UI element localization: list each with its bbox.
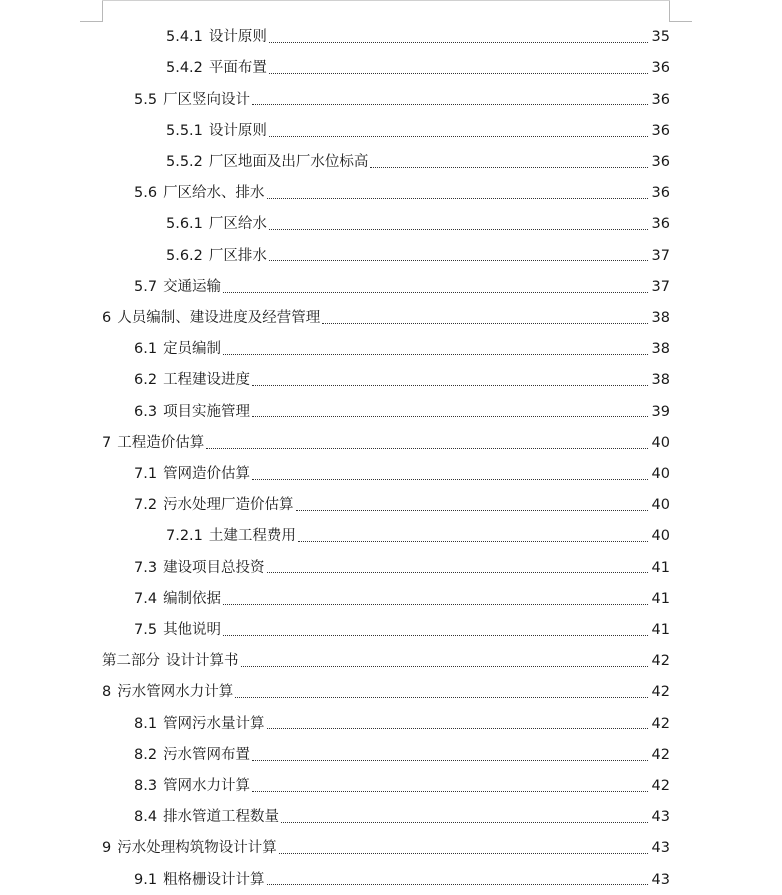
toc-entry-number: 5.6.1 xyxy=(166,216,203,233)
toc-entry-page-number: 40 xyxy=(651,466,670,483)
toc-entry-number: 5.4.1 xyxy=(166,29,203,46)
toc-entry-page-number: 38 xyxy=(651,372,670,389)
toc-entry-number: 第二部分 xyxy=(102,653,160,670)
toc-entry-number: 5.5.1 xyxy=(166,122,203,139)
toc-entry-page-number: 40 xyxy=(651,497,670,514)
toc-entry-title: 粗格栅设计计算 xyxy=(163,871,265,888)
toc-entry-title: 建设项目总投资 xyxy=(163,559,265,576)
toc-leader-dots xyxy=(267,572,648,573)
toc-entry[interactable] xyxy=(134,740,670,771)
toc-entry[interactable] xyxy=(134,459,670,490)
toc-entry-title: 项目实施管理 xyxy=(163,403,251,420)
toc-leader-dots xyxy=(267,728,648,729)
toc-entry[interactable] xyxy=(134,552,670,583)
toc-leader-dots xyxy=(235,697,648,698)
toc-entry[interactable] xyxy=(134,178,670,209)
toc-entry[interactable] xyxy=(134,365,670,396)
crop-mark-top-right-vertical xyxy=(669,0,670,22)
toc-entry-page-number: 42 xyxy=(651,746,670,763)
toc-entry-page-number: 38 xyxy=(651,341,670,358)
toc-entry-title: 厂区给水 xyxy=(208,216,267,233)
toc-leader-dots xyxy=(223,354,648,355)
toc-entry-number: 7.4 xyxy=(134,590,158,607)
toc-entry-title: 定员编制 xyxy=(163,341,222,358)
toc-leader-dots xyxy=(252,760,648,761)
toc-entry-page-number: 36 xyxy=(651,154,670,171)
toc-entry-page-number: 41 xyxy=(651,590,670,607)
toc-entry-title: 管网水力计算 xyxy=(163,778,251,795)
toc-entry-title: 编制依据 xyxy=(163,590,222,607)
toc-entry-number: 8.2 xyxy=(134,746,158,763)
toc-entry-title: 厂区排水 xyxy=(208,247,267,264)
toc-entry[interactable] xyxy=(134,708,670,739)
toc-entry-title: 设计计算书 xyxy=(166,653,239,670)
toc-entry[interactable] xyxy=(134,802,670,833)
toc-entry-page-number: 42 xyxy=(651,653,670,670)
toc-entry-number: 7.2.1 xyxy=(166,528,203,545)
toc-entry-title: 工程建设进度 xyxy=(163,372,251,389)
toc-leader-dots xyxy=(322,323,648,324)
toc-entry-page-number: 38 xyxy=(651,310,670,327)
toc-entry-number: 7.1 xyxy=(134,466,158,483)
toc-entry-number: 8.3 xyxy=(134,778,158,795)
toc-entry-title: 其他说明 xyxy=(163,622,222,639)
toc-entry-number: 5.6 xyxy=(134,185,158,202)
toc-entry-number: 8.4 xyxy=(134,809,158,826)
toc-entry-title: 土建工程费用 xyxy=(208,528,296,545)
toc-entry[interactable] xyxy=(102,833,670,864)
toc-entry-page-number: 39 xyxy=(651,403,670,420)
toc-entry-number: 5.6.2 xyxy=(166,247,203,264)
toc-entry-page-number: 40 xyxy=(651,528,670,545)
toc-entry[interactable] xyxy=(134,334,670,365)
toc-entry-number: 5.5.2 xyxy=(166,154,203,171)
toc-entry-title: 管网造价估算 xyxy=(163,466,251,483)
toc-leader-dots xyxy=(223,635,648,636)
toc-entry-page-number: 35 xyxy=(651,29,670,46)
toc-entry-number: 6.3 xyxy=(134,403,158,420)
toc-entry-number: 8.1 xyxy=(134,715,158,732)
toc-entry-number: 6.1 xyxy=(134,341,158,358)
toc-leader-dots xyxy=(269,73,648,74)
crop-mark-top-left-horizontal xyxy=(80,21,103,22)
toc-entry[interactable] xyxy=(134,84,670,115)
toc-entry-title: 工程造价估算 xyxy=(117,434,205,451)
toc-leader-dots xyxy=(267,884,648,885)
toc-entry-number: 6 xyxy=(102,310,112,327)
toc-entry-number: 9 xyxy=(102,840,112,857)
crop-mark-top-left-vertical xyxy=(102,0,103,22)
toc-entry-page-number: 40 xyxy=(651,434,670,451)
toc-leader-dots xyxy=(269,136,648,137)
toc-entry[interactable] xyxy=(134,396,670,427)
toc-entry[interactable] xyxy=(166,240,670,271)
toc-entry[interactable] xyxy=(134,272,670,303)
toc-entry-page-number: 36 xyxy=(651,60,670,77)
toc-leader-dots xyxy=(223,292,648,293)
toc-leader-dots xyxy=(269,260,648,261)
toc-entry[interactable] xyxy=(166,209,670,240)
toc-entry[interactable] xyxy=(102,646,670,677)
toc-entry-page-number: 42 xyxy=(651,715,670,732)
toc-leader-dots xyxy=(370,167,648,168)
toc-leader-dots xyxy=(206,448,648,449)
toc-entry-page-number: 36 xyxy=(651,216,670,233)
toc-entry-page-number: 41 xyxy=(651,622,670,639)
crop-mark-top-right-horizontal xyxy=(669,21,692,22)
toc-leader-dots xyxy=(252,416,648,417)
toc-entry[interactable] xyxy=(166,22,670,53)
toc-leader-dots xyxy=(223,604,648,605)
toc-entry-number: 7.2 xyxy=(134,497,158,514)
toc-entry-number: 7.3 xyxy=(134,559,158,576)
toc-entry[interactable] xyxy=(102,428,670,459)
toc-entry-title: 设计原则 xyxy=(208,122,267,139)
toc-entry-page-number: 42 xyxy=(651,684,670,701)
page-top-edge xyxy=(102,0,670,1)
toc-entry-title: 污水管网水力计算 xyxy=(117,684,234,701)
toc-entry-page-number: 36 xyxy=(651,91,670,108)
toc-entry[interactable] xyxy=(166,53,670,84)
toc-entry-number: 6.2 xyxy=(134,372,158,389)
toc-leader-dots xyxy=(252,385,648,386)
toc-entry-title: 污水处理构筑物设计计算 xyxy=(117,840,277,857)
toc-leader-dots xyxy=(269,229,648,230)
toc-leader-dots xyxy=(252,791,648,792)
toc-entry[interactable] xyxy=(166,521,670,552)
toc-entry-title: 厂区地面及出厂水位标高 xyxy=(208,154,369,171)
toc-entry-number: 9.1 xyxy=(134,871,158,888)
toc-entry-page-number: 36 xyxy=(651,122,670,139)
toc-entry-page-number: 37 xyxy=(651,247,670,264)
toc-leader-dots xyxy=(296,510,648,511)
toc-entry-number: 5.7 xyxy=(134,278,158,295)
toc-entry-title: 管网污水量计算 xyxy=(163,715,265,732)
toc-entry-page-number: 43 xyxy=(651,809,670,826)
toc-entry-page-number: 42 xyxy=(651,778,670,795)
toc-entry-number: 8 xyxy=(102,684,112,701)
toc-entry-page-number: 41 xyxy=(651,559,670,576)
toc-entry[interactable] xyxy=(166,116,670,147)
toc-entry-number: 5.5 xyxy=(134,91,158,108)
toc-entry[interactable] xyxy=(134,490,670,521)
toc-entry-title: 交通运输 xyxy=(163,278,222,295)
toc-entry[interactable] xyxy=(102,677,670,708)
toc-entry-title: 厂区竖向设计 xyxy=(163,91,251,108)
toc-entry-title: 排水管道工程数量 xyxy=(163,809,280,826)
toc-entry[interactable] xyxy=(134,864,670,895)
toc-entry-title: 厂区给水、排水 xyxy=(163,185,265,202)
toc-leader-dots xyxy=(298,541,648,542)
toc-entry-title: 设计原则 xyxy=(208,29,267,46)
toc-entry-number: 5.4.2 xyxy=(166,60,203,77)
toc-entry[interactable] xyxy=(134,615,670,646)
toc-entry-page-number: 37 xyxy=(651,278,670,295)
toc-entry-number: 7.5 xyxy=(134,622,158,639)
toc-leader-dots xyxy=(267,198,648,199)
toc-entry[interactable] xyxy=(102,303,670,334)
toc-entry-title: 污水处理厂造价估算 xyxy=(163,497,294,514)
toc-entry-number: 7 xyxy=(102,434,112,451)
toc-leader-dots xyxy=(279,853,648,854)
toc-entry[interactable] xyxy=(134,584,670,615)
toc-entry-page-number: 43 xyxy=(651,840,670,857)
toc-leader-dots xyxy=(241,666,649,667)
toc-entry-page-number: 36 xyxy=(651,185,670,202)
toc-leader-dots xyxy=(281,822,648,823)
toc-leader-dots xyxy=(252,479,648,480)
toc-leader-dots xyxy=(252,104,648,105)
toc-leader-dots xyxy=(269,42,648,43)
toc-entry-title: 平面布置 xyxy=(208,60,267,77)
toc-entry-page-number: 43 xyxy=(651,871,670,888)
toc-entry-title: 污水管网布置 xyxy=(163,746,251,763)
toc-entry[interactable] xyxy=(166,147,670,178)
toc-entry[interactable] xyxy=(134,771,670,802)
toc-entry-title: 人员编制、建设进度及经营管理 xyxy=(117,310,321,327)
